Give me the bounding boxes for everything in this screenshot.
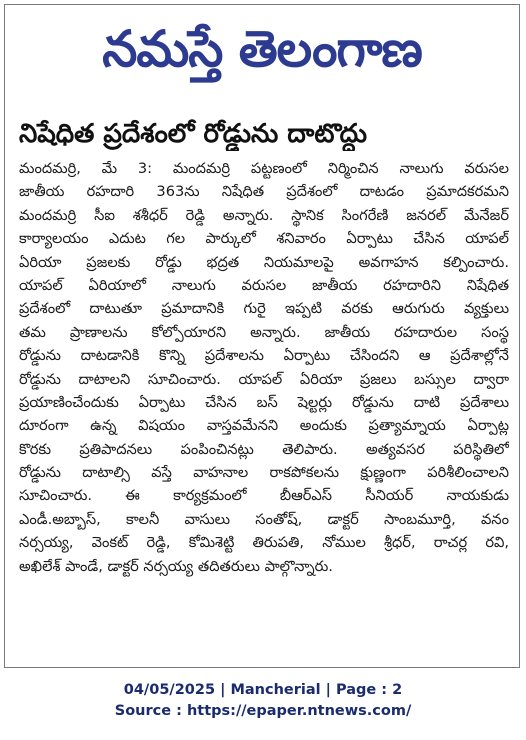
body-line: రోడ్డును దాటడానికి కొన్ని ప్రదేశాలను ఏర్పాటు చేసిందని ఆ ప్రదేశాల్లోనే [19,347,509,365]
body-line: దూరంగా ఉన్న విషయం వాస్తవమేనని అందుకు ప్రత్యామ్నాయ ఏర్పాట్ల [19,417,509,435]
body-line: యాపల్ ఏరియాలో నాలుగు వరుసల జాతీయ రహదారిని నిషేధిత [19,276,509,294]
body-line: తమ ప్రాణాలను కోల్పోయారని అన్నారు. జాతీయ రహదారుల సంస్థ [19,323,509,341]
date-edition-page: 04/05/2025 | Mancherial | Page : 2 [123,682,403,698]
body-line: అఖిలేశ్ పాండే, డాక్టర్ నర్సయ్య తదితరులు పాల్గొన్నారు. [19,557,333,575]
body-line: సూచించారు. ఈ కార్యక్రమంలో బీఆర్ఎస్ సీనియర్ నాయకుడు [19,487,509,505]
body-line: మందమర్రి, మే 3: మందమర్రి పట్టణంలో నిర్మించిన నాలుగు వరుసల [19,160,509,177]
newspaper-masthead: నమస్తే తెలంగాణ [102,20,422,78]
body-line: కార్యాలయం ఎదుట గల పార్కులో శనివారం ఏర్పాటు చేసిన యాపల్ [19,230,509,248]
body-line: జాతీయ రహదారి 363ను నిషేధిత ప్రదేశంలో దాటడం ప్రమాదకరమని [19,183,509,201]
body-line: రోడ్డును దాటాలని సూచించారు. యాపల్ ఏరియా ప్రజలు బస్సుల ద్వారా [19,370,509,388]
article-body [19,157,509,578]
body-line: కొరకు ప్రతిపాదనలు పంపించినట్లు తెలిపారు. అత్యవసర పరిస్థితిలో [19,440,509,458]
body-line: ప్రదేశంలో దాటుతూ ప్రమాదానికి గురై ఇప్పటి వరకు ఆరుగురు వ్యక్తులు [19,300,509,318]
source-footer [0,680,526,722]
body-line: ఎండీ.అబ్బాస్, కాలనీ వాసులు సంతోష్, డాక్టర్ సాంబమూర్తి, వనం [19,510,509,528]
body-line: ప్రయాణించేందుకు ఏర్పాటు చేసిన బస్ షెల్టర్లు రోడ్డును దాటి ప్రదేశాలు [19,393,509,411]
clipping-frame [4,4,520,668]
article-headline: నిషేధిత ప్రదేశంలో రోడ్డును దాటొద్దు [19,119,367,149]
body-line: రోడ్డును దాటాల్సి వస్తే వాహనాల రాకపోకలను క్షుణ్ణంగా పరిశీలించాలని [19,464,509,482]
body-line: ఏరియా ప్రజలకు రోడ్డు భద్రత నియమాలపై అవగాహన కల్పించారు. [19,253,509,271]
source-url: Source : https://epaper.ntnews.com/ [114,703,412,719]
body-line: నర్సయ్య, వెంకట్ రెడ్డి, కోమిశెట్టి తిరుపతి, నోముల శ్రీధర్, రాచర్ల రవి, [19,534,509,552]
body-line: మందమర్రి సీఐ శశీధర్ రెడ్డి అన్నారు. స్థానిక సింగరేణి జనరల్ మేనేజర్ [19,206,509,224]
